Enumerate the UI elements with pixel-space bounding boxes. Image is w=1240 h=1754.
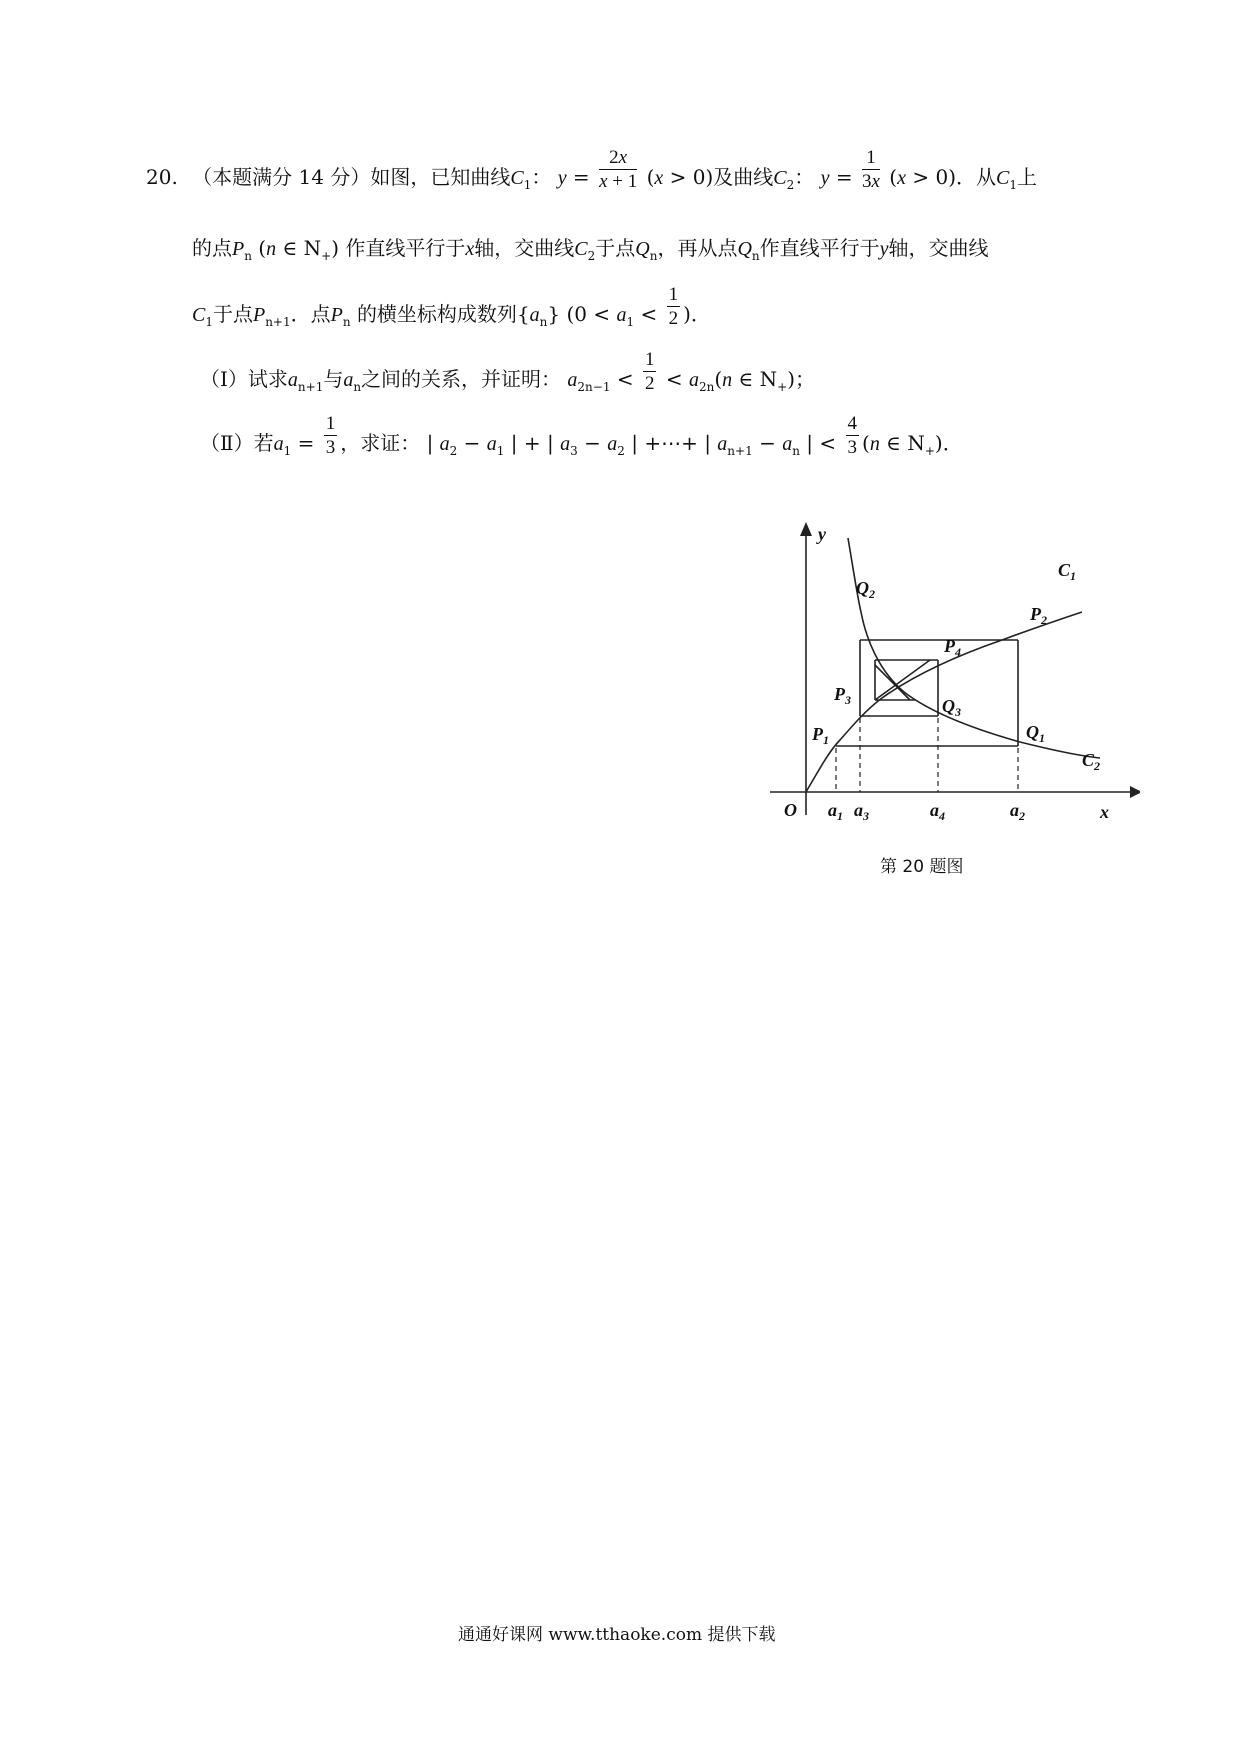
label-q2: $Q_2$ (856, 578, 875, 601)
fraction-1-over-3x: $\frac{1}{3x}$ (862, 147, 880, 192)
problem-line-2: 的点$P_n$ (n ∈ $N_+$) 作直线平行于x轴，交曲线$C_2$于点$Q_n$，再从点$Q_n$作直线平行于y轴，交曲线 (192, 236, 989, 263)
part-2: （Ⅱ）若$a_1$ = $\frac{1}{3}$ ，求证： | $a_2 - a_1$ | + | $a_3 - a_2$ | +⋯+ | $a_{n+1} - a_n$ | < $\frac{4}{3}$ (n ∈ $N_+$)． (200, 413, 963, 458)
label-c2: $C_2$ (1082, 750, 1101, 773)
label-c1: $C_1$ (1058, 560, 1077, 583)
label-origin: O (784, 800, 797, 820)
label-a4: $a_4$ (930, 800, 945, 820)
label-p1: $P_1$ (812, 724, 829, 747)
label-x: x (1100, 802, 1109, 820)
label-a1: $a_1$ (828, 800, 843, 820)
label-p3: $P_3$ (834, 684, 851, 707)
label-y: y (818, 524, 826, 544)
part-1: （Ⅰ）试求$a_{n+1}$与$a_n$之间的关系，并证明： $a_{2n-1}$ < $\frac{1}{2}$ < $a_{2n}(n$ ∈ $N_+$)； (200, 349, 816, 394)
footer-text: 通通好课网 www.tthaoke.com 提供下载 (458, 1625, 776, 1645)
problem-line-1: 20. （本题满分 14 分）如图，已知曲线$C_1$： y = $\frac{2x}{x + 1}$ (x > 0)及曲线$C_2$： y = $\frac{1}{3x}$ (x > 0)．从$C_1$上 (146, 147, 1037, 192)
label-a3: $a_3$ (854, 800, 869, 820)
problem-number: 20. (146, 165, 178, 189)
figure-caption: 第 20 题图 (880, 857, 964, 877)
label-q3: $Q_3$ (942, 696, 961, 719)
problem-score: （本题满分 14 分） (192, 165, 371, 189)
fraction-2x-over-x1: $\frac{2x}{x + 1}$ (599, 147, 638, 192)
label-a2: $a_2$ (1010, 800, 1025, 820)
label-p2: $P_2$ (1030, 604, 1047, 627)
x-axis-arrow (1130, 786, 1140, 798)
label-p4: $P_4$ (944, 636, 961, 659)
problem-figure (770, 520, 1140, 820)
problem-line-3: $C_1$于点$P_{n+1}$．点$P_n$ 的横坐标构成数列$\{a_n\} (0 < a_1$ < $\frac{1}{2}$ )． (192, 284, 711, 329)
y-axis-arrow (800, 522, 812, 536)
label-q1: $Q_1$ (1026, 722, 1045, 745)
